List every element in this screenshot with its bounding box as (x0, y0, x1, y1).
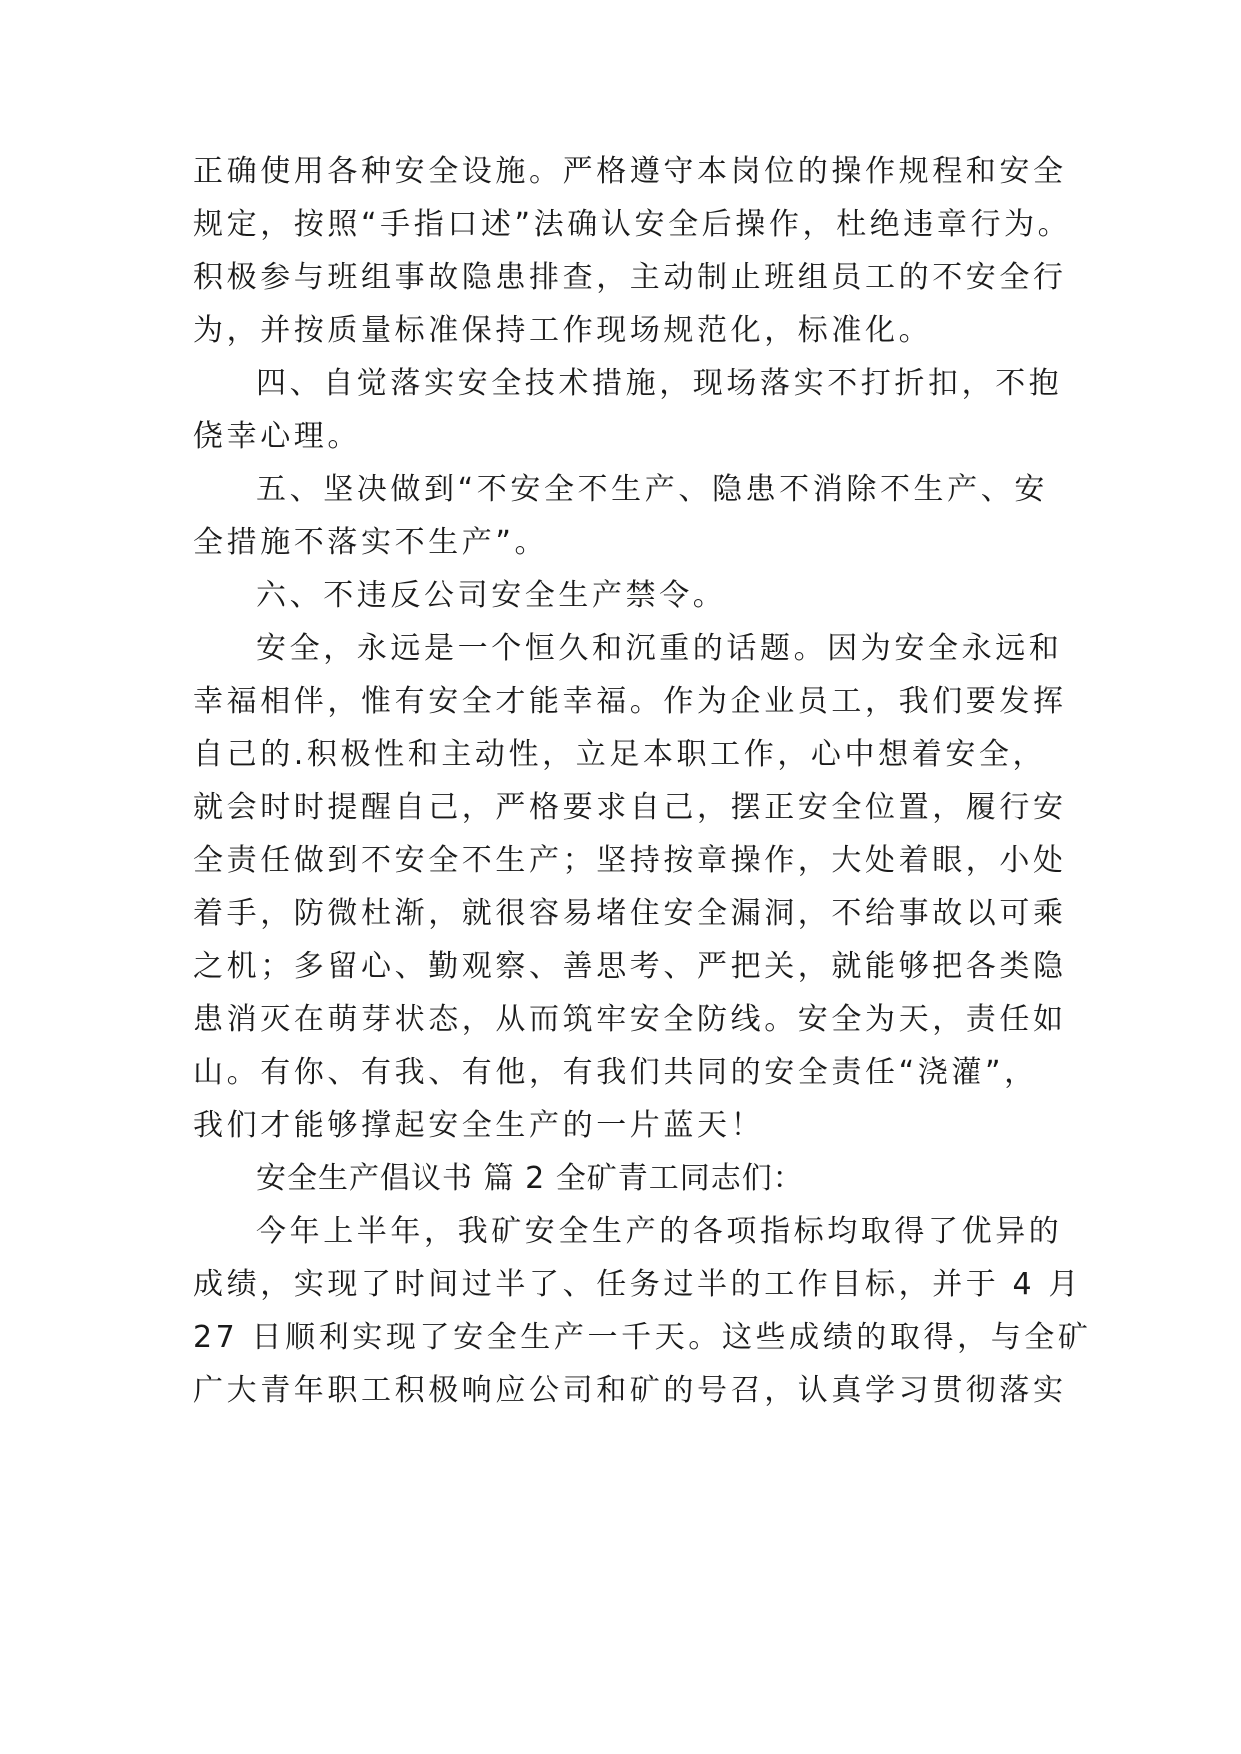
text-line: 全措施不落实不生产”。 (193, 525, 549, 560)
text-line: 27 日顺利实现了安全生产一千天。这些成绩的取得，与全矿 (193, 1320, 1092, 1355)
text-line: 正确使用各种安全设施。严格遵守本岗位的操作规程和安全 (193, 154, 1067, 189)
text-line: 自己的.积极性和主动性，立足本职工作，心中想着安全， (193, 737, 1047, 772)
text-line: 患消灭在萌芽状态，从而筑牢安全防线。安全为天，责任如 (193, 1002, 1067, 1037)
text-line: 四、自觉落实安全技术措施，现场落实不打折扣，不抱 (256, 366, 1063, 401)
text-line: 山。有你、有我、有他，有我们共同的安全责任“浇灌”， (193, 1055, 1038, 1090)
text-line: 规定，按照“手指口述”法确认安全后操作，杜绝违章行为。 (193, 207, 1072, 242)
text-line: 之机；多留心、勤观察、善思考、严把关，就能够把各类隐 (193, 949, 1067, 984)
text-line: 广大青年职工积极响应公司和矿的号召，认真学习贯彻落实 (193, 1373, 1067, 1408)
text-line: 我们才能够撑起安全生产的一片蓝天！ (193, 1108, 765, 1143)
text-line: 全责任做到不安全不生产；坚持按章操作，大处着眼，小处 (193, 843, 1067, 878)
text-line: 五、坚决做到“不安全不生产、隐患不消除不生产、安 (256, 472, 1048, 507)
text-line: 六、不违反公司安全生产禁令。 (256, 578, 727, 613)
text-line: 侥幸心理。 (193, 419, 361, 454)
text-line: 今年上半年，我矿安全生产的各项指标均取得了优异的 (256, 1214, 1063, 1249)
text-line: 积极参与班组事故隐患排查，主动制止班组员工的不安全行 (193, 260, 1067, 295)
text-line: 幸福相伴，惟有安全才能幸福。作为企业员工，我们要发挥 (193, 684, 1067, 719)
text-line: 就会时时提醒自己，严格要求自己，摆正安全位置，履行安 (193, 790, 1067, 825)
text-line: 为，并按质量标准保持工作现场规范化，标准化。 (193, 313, 933, 348)
text-line: 着手，防微杜渐，就很容易堵住安全漏洞，不给事故以可乘 (193, 896, 1067, 931)
text-line: 安全，永远是一个恒久和沉重的话题。因为安全永远和 (256, 631, 1063, 666)
section-heading: 安全生产倡议书 篇 2 全矿青工同志们： (256, 1161, 804, 1196)
text-line: 成绩，实现了时间过半了、任务过半的工作目标，并于 4 月 (193, 1267, 1082, 1302)
